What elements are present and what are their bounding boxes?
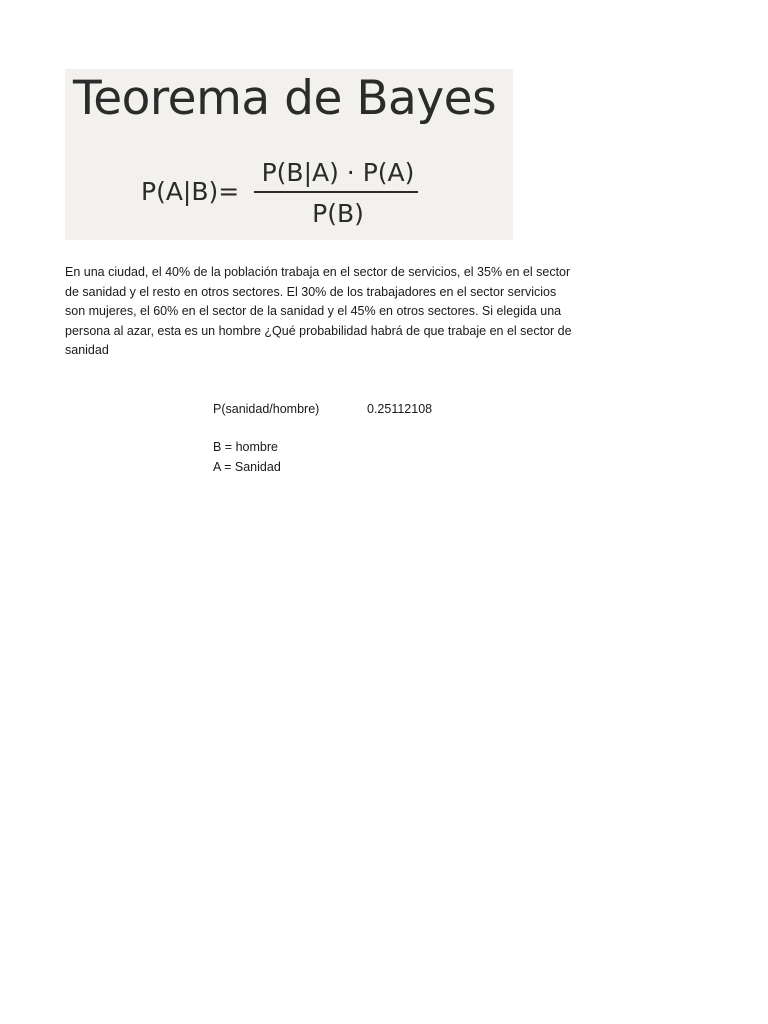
- problem-statement: En una ciudad, el 40% de la población trabaja en el sector de servicios, el 35% en el sector de sanidad y el resto en otros sectores. El 30% de los trabajadores en el sector servicios son mujeres, el 60% en el sector de la sanidad y el 45% en otros sectores. Si elegida una persona al azar, esta es un hombre ¿Qué probabilidad habrá de que trabaje en el sector de sanidad: [65, 265, 572, 358]
- formula-denominator: P(B): [312, 199, 364, 228]
- formula-lhs: P(A|B)=: [141, 177, 240, 206]
- fraction-bar: [254, 191, 418, 193]
- bayes-theorem-banner: [65, 69, 513, 240]
- banner-title: Teorema de Bayes: [73, 71, 497, 126]
- formula-numerator: P(B|A) · P(A): [261, 158, 415, 187]
- result-value: 0.25112108: [367, 402, 433, 416]
- definition-b: B = hombre: [213, 440, 278, 454]
- definition-a: A = Sanidad: [213, 460, 281, 474]
- result-label: P(sanidad/hombre): [213, 402, 320, 416]
